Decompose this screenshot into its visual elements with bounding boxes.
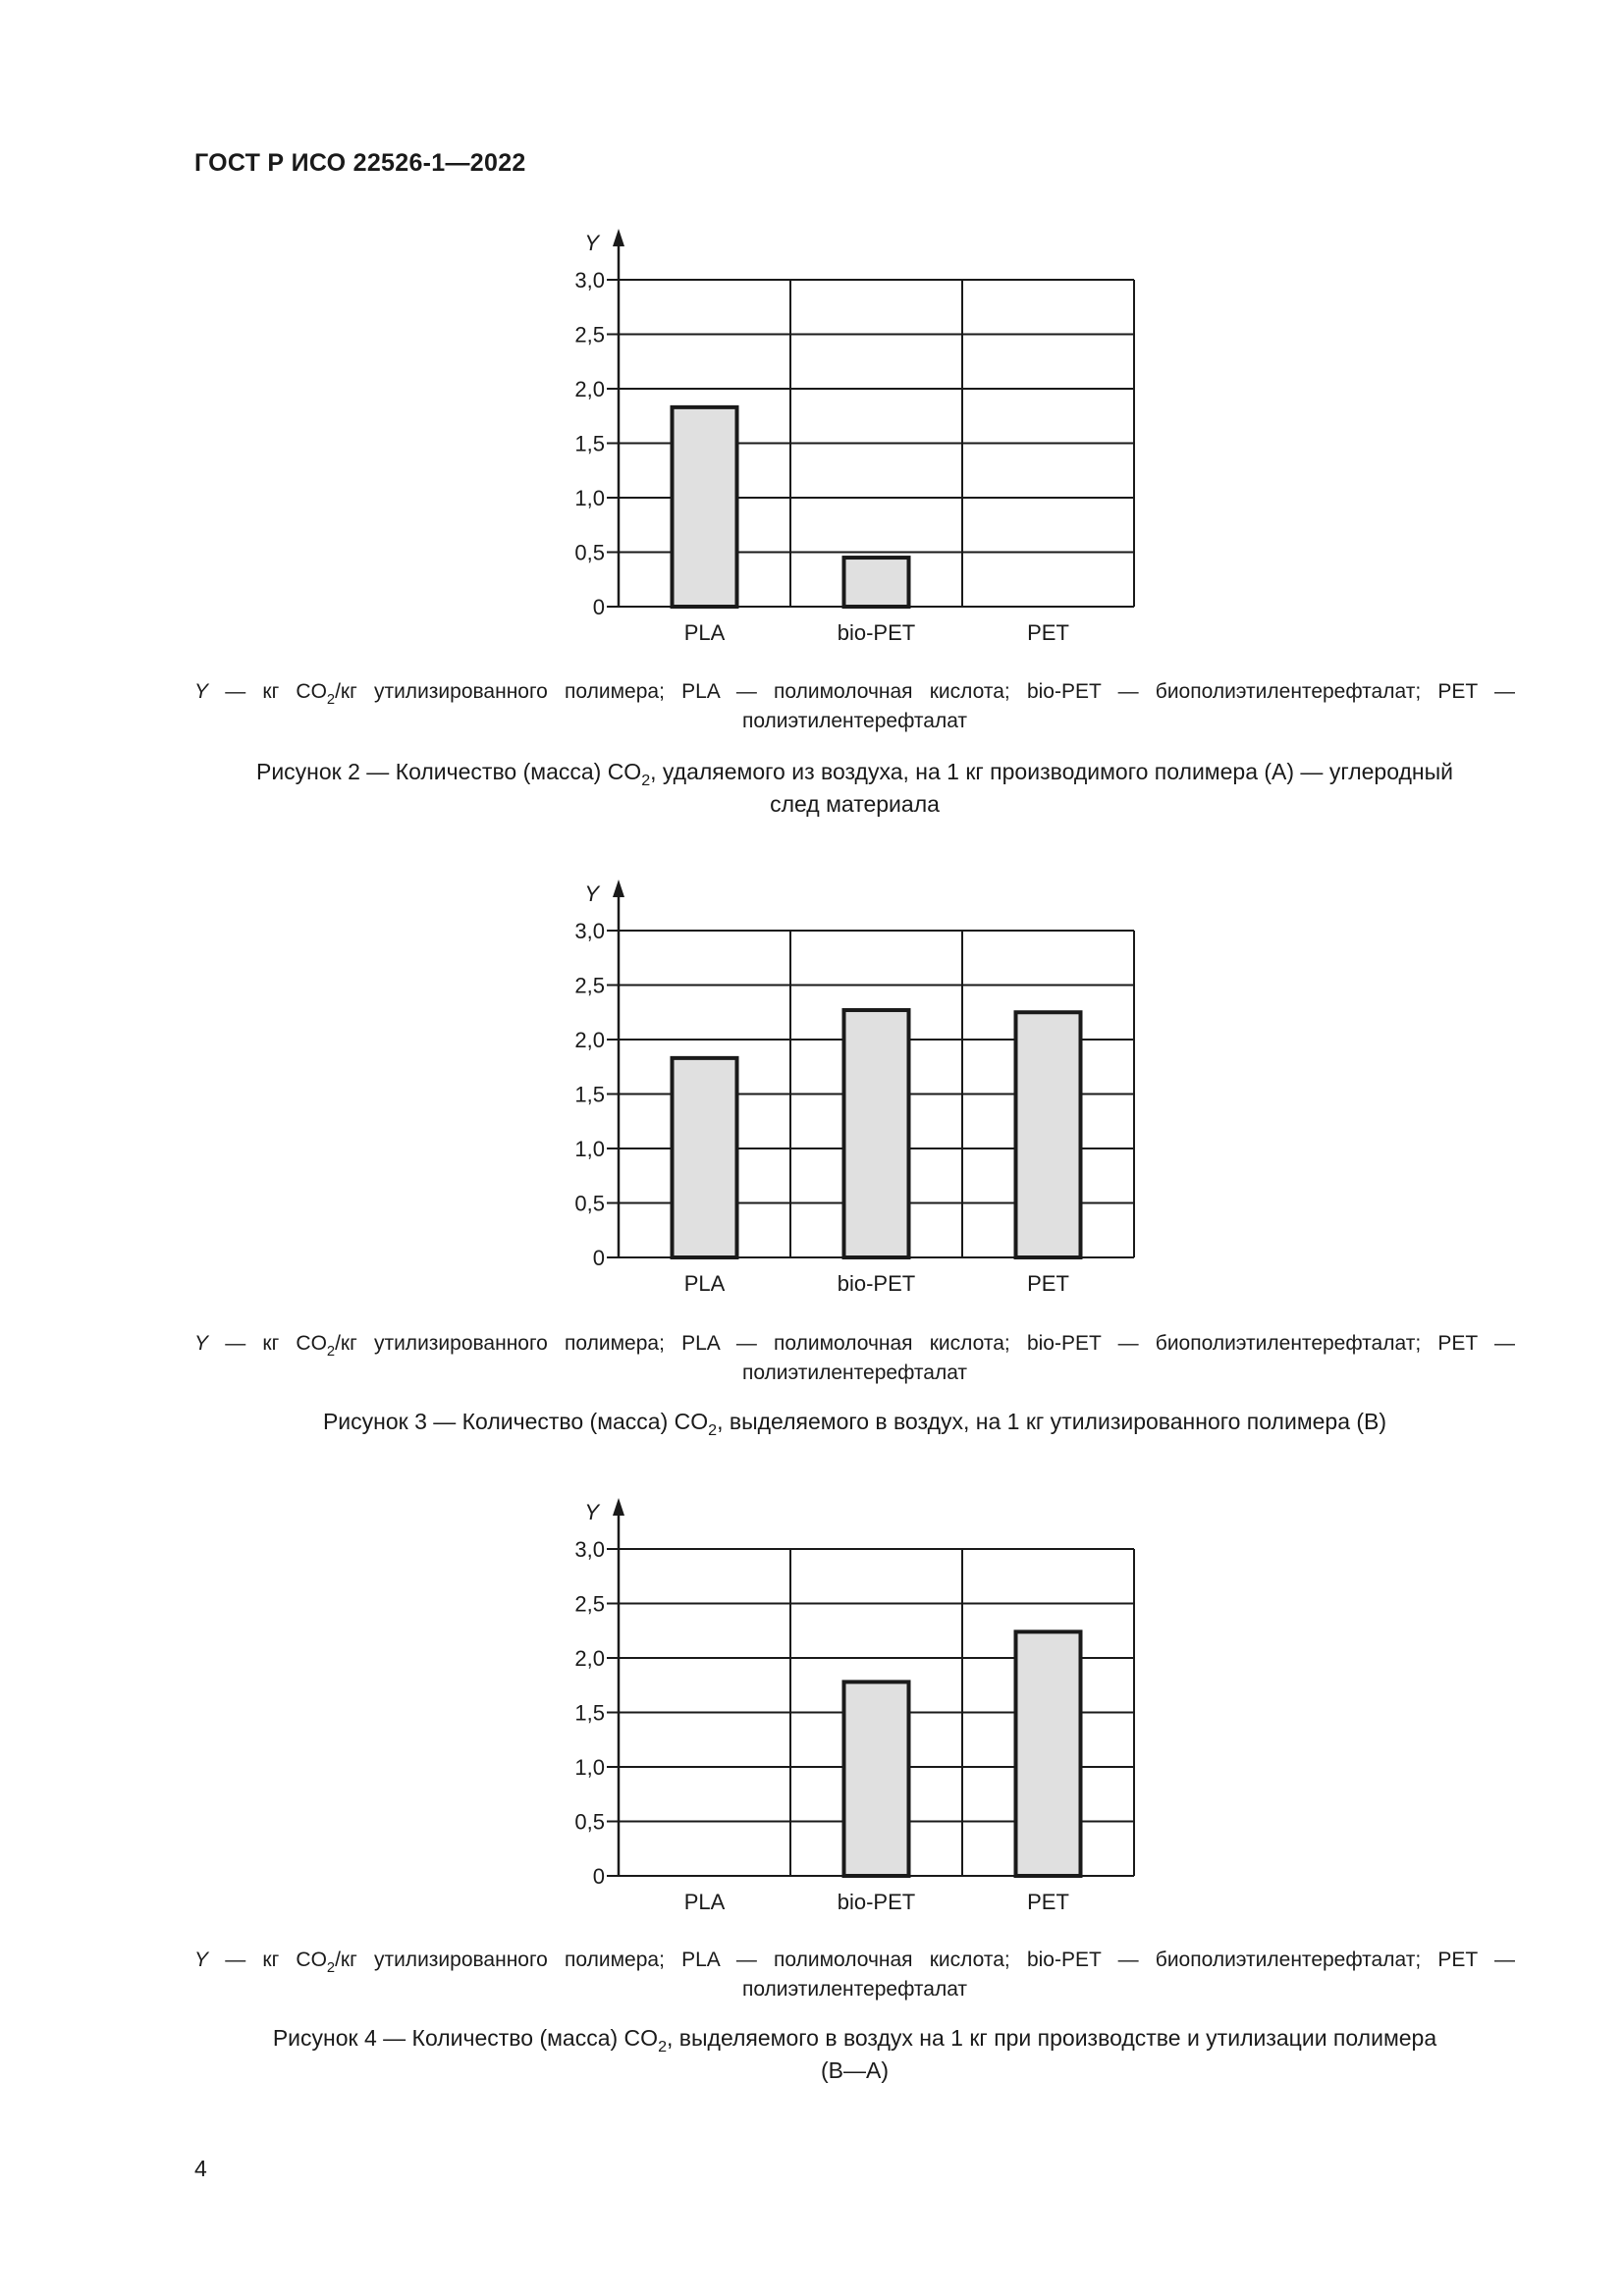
figure-3-title bbox=[194, 1406, 1515, 1438]
figure-4-title-line2: (В—А) bbox=[821, 2057, 889, 2083]
y-tick-label: 2,5 bbox=[574, 322, 605, 347]
y-axis-arrow bbox=[613, 880, 624, 897]
legend-co-text: — кг CO bbox=[208, 1332, 327, 1355]
figure-3-title-sub: 2 bbox=[708, 1421, 718, 1439]
bar-pet bbox=[1016, 1631, 1081, 1876]
legend-y-symbol: Y bbox=[194, 1949, 209, 1971]
y-tick-label: 2,0 bbox=[574, 1646, 605, 1671]
x-tick-label: PLA bbox=[683, 1890, 726, 1914]
x-tick-label: bio-PET bbox=[837, 620, 916, 645]
legend-subscript: 2 bbox=[326, 1344, 336, 1360]
y-tick-label: 0,5 bbox=[574, 1809, 605, 1835]
bar-pet bbox=[1016, 1012, 1081, 1257]
figure-3-title-post: , выделяемого в воздух, на 1 кг утилизированного полимера (В) bbox=[717, 1409, 1387, 1434]
y-axis-label: Y bbox=[584, 881, 599, 906]
legend-co-text: — кг CO bbox=[208, 680, 327, 703]
y-tick-label: 0 bbox=[592, 1246, 605, 1270]
y-tick-label: 3,0 bbox=[574, 1537, 605, 1562]
figure-4-title-post: , выделяемого в воздух на 1 кг при производстве и утилизации полимера bbox=[667, 2025, 1437, 2051]
figure-2-bar-chart bbox=[550, 221, 1159, 653]
legend-line2: полиэтилентерефталат bbox=[741, 1978, 968, 2001]
legend-co-text: — кг CO bbox=[208, 1949, 327, 1971]
y-tick-label: 1,0 bbox=[574, 1755, 605, 1780]
x-tick-label: bio-PET bbox=[837, 1890, 916, 1914]
y-tick-label: 2,5 bbox=[574, 973, 605, 998]
figure-3-bar-chart bbox=[550, 872, 1159, 1304]
y-tick-label: 3,0 bbox=[574, 268, 605, 293]
x-tick-label: bio-PET bbox=[837, 1271, 916, 1296]
figure-2-legend-note bbox=[194, 677, 1515, 736]
y-tick-label: 2,5 bbox=[574, 1591, 605, 1617]
figure-2-chart bbox=[550, 221, 1159, 653]
x-tick-label: PET bbox=[1027, 1890, 1069, 1914]
y-tick-label: 0 bbox=[592, 1864, 605, 1889]
bar-pla bbox=[673, 1058, 737, 1257]
y-tick-label: 0,5 bbox=[574, 540, 605, 565]
figure-4-title-pre: Рисунок 4 — Количество (масса) CO bbox=[272, 2025, 659, 2051]
y-tick-label: 1,5 bbox=[574, 1700, 605, 1726]
legend-line2: полиэтилентерефталат bbox=[741, 1362, 968, 1384]
y-tick-label: 2,0 bbox=[574, 377, 605, 401]
figure-3-legend-note bbox=[194, 1329, 1515, 1388]
figure-2-title-line2: след материала bbox=[770, 791, 940, 817]
y-axis-arrow bbox=[613, 1498, 624, 1516]
bar-bio-pet bbox=[844, 1010, 909, 1257]
bar-bio-pet bbox=[844, 558, 909, 607]
y-tick-label: 2,0 bbox=[574, 1028, 605, 1052]
legend-rest-text: /кг утилизированного полимера; PLA — полимолочная кислота; bio-PET — биополиэтилентерефталат; PET — bbox=[335, 1332, 1515, 1355]
figure-4-legend-note bbox=[194, 1946, 1515, 2004]
legend-line2: полиэтилентерефталат bbox=[741, 710, 968, 732]
y-tick-label: 3,0 bbox=[574, 919, 605, 943]
figure-2-title bbox=[194, 756, 1515, 821]
y-tick-label: 1,5 bbox=[574, 1082, 605, 1107]
legend-subscript: 2 bbox=[326, 1960, 336, 1976]
figure-3-title-pre: Рисунок 3 — Количество (масса) CO bbox=[322, 1409, 709, 1434]
y-tick-label: 0,5 bbox=[574, 1191, 605, 1216]
legend-y-symbol: Y bbox=[194, 680, 209, 703]
figure-4-bar-chart bbox=[550, 1490, 1159, 1922]
document-header: ГОСТ Р ИСО 22526-1—2022 bbox=[194, 149, 526, 177]
page-number: 4 bbox=[194, 2156, 207, 2181]
bar-pla bbox=[673, 407, 737, 607]
y-tick-label: 1,0 bbox=[574, 1137, 605, 1161]
figure-2-title-sub: 2 bbox=[641, 772, 651, 789]
figure-2-title-pre: Рисунок 2 — Количество (масса) CO bbox=[255, 759, 642, 784]
x-tick-label: PET bbox=[1027, 620, 1069, 645]
figure-2-title-post: , удаляемого из воздуха, на 1 кг производимого полимера (А) — углеродный bbox=[650, 759, 1453, 784]
legend-subscript: 2 bbox=[326, 692, 336, 708]
legend-y-symbol: Y bbox=[194, 1332, 209, 1355]
y-tick-label: 1,5 bbox=[574, 431, 605, 456]
figure-4-chart bbox=[550, 1490, 1159, 1922]
legend-rest-text: /кг утилизированного полимера; PLA — полимолочная кислота; bio-PET — биополиэтилентерефталат; PET — bbox=[335, 1949, 1515, 1971]
figure-3-chart bbox=[550, 872, 1159, 1304]
x-tick-label: PLA bbox=[683, 620, 726, 645]
x-tick-label: PET bbox=[1027, 1271, 1069, 1296]
figure-4-title-sub: 2 bbox=[658, 2038, 668, 2056]
y-tick-label: 1,0 bbox=[574, 486, 605, 510]
y-axis-label: Y bbox=[584, 1500, 599, 1524]
legend-rest-text: /кг утилизированного полимера; PLA — полимолочная кислота; bio-PET — биополиэтилентерефталат; PET — bbox=[335, 680, 1515, 703]
bar-bio-pet bbox=[844, 1682, 909, 1876]
y-tick-label: 0 bbox=[592, 595, 605, 619]
y-axis-arrow bbox=[613, 229, 624, 246]
y-axis-label: Y bbox=[584, 231, 599, 255]
figure-4-title bbox=[194, 2022, 1515, 2087]
x-tick-label: PLA bbox=[683, 1271, 726, 1296]
